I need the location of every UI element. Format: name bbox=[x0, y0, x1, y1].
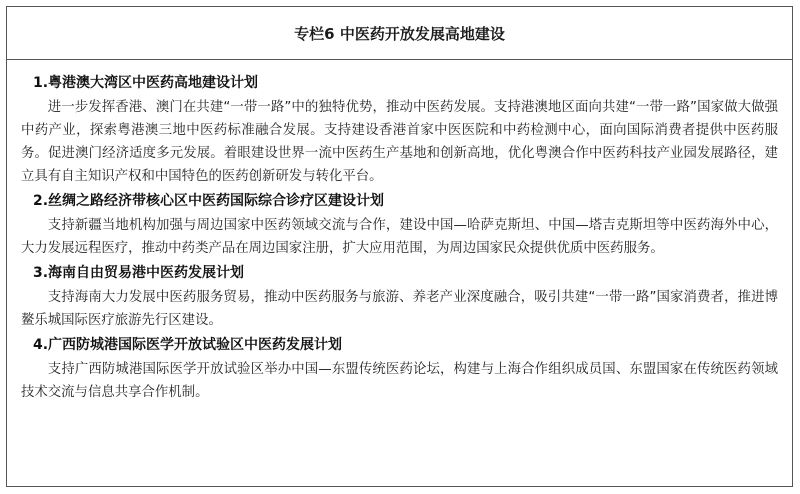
section-heading: 2.丝绸之路经济带核心区中医药国际综合诊疗区建设计划 bbox=[33, 193, 385, 209]
section-body: 支持广西防城港国际医学开放试验区举办中国—东盟传统医药论坛，构建与上海合作组织成员国、东盟国家在传统医药领域技术交流与信息共享合作机制。 bbox=[21, 362, 778, 400]
column-title: 专栏6 中医药开放发展高地建设 bbox=[7, 7, 792, 60]
section-2 bbox=[21, 190, 778, 260]
column-box bbox=[6, 6, 793, 487]
section-heading: 3.海南自由贸易港中医药发展计划 bbox=[33, 265, 245, 281]
section-body: 支持海南大力发展中医药服务贸易，推动中医药服务与旅游、养老产业深度融合，吸引共建“一带一路”国家消费者，推进博鳌乐城国际医疗旅游先行区建设。 bbox=[21, 290, 778, 328]
section-heading: 1.粤港澳大湾区中医药高地建设计划 bbox=[33, 75, 259, 91]
section-heading: 4.广西防城港国际医学开放试验区中医药发展计划 bbox=[33, 337, 343, 353]
section-4 bbox=[21, 334, 778, 404]
section-body: 支持新疆当地机构加强与周边国家中医药领域交流与合作，建设中国—哈萨克斯坦、中国—塔吉克斯坦等中医药海外中心，大力发展远程医疗，推动中药类产品在周边国家注册，扩大应用范围，为周边国家民众提供优质中医药服务。 bbox=[21, 218, 778, 256]
section-1 bbox=[21, 72, 778, 188]
section-body: 进一步发挥香港、澳门在共建“一带一路”中的独特优势，推动中医药发展。支持港澳地区面向共建“一带一路”国家做大做强中药产业，探索粤港澳三地中医药标准融合发展。支持建设香港首家中医医院和中药检测中心，面向国际消费者提供中医药服务。促进澳门经济适度多元发展。着眼建设世界一流中医药生产基地和创新高地，优化粤澳合作中医药科技产业园发展路径，建立具有自主知识产权和中国特色的医药创新研发与转化平台。 bbox=[21, 100, 778, 184]
column-content bbox=[7, 60, 792, 404]
section-3 bbox=[21, 262, 778, 332]
